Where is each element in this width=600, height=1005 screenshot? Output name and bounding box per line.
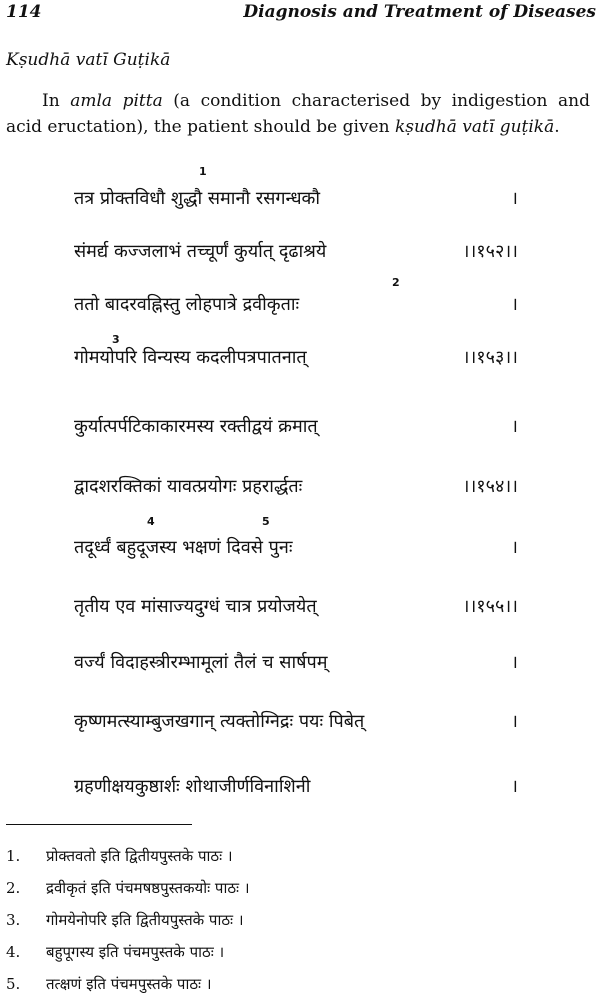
verse-text: कृष्णमत्स्याम्बुजखगान् त्यक्तोग्निद्रः पयः पिबेत् (74, 711, 365, 732)
verse-line (74, 535, 518, 565)
verse-number: ।।१५४।। (462, 476, 518, 497)
footnote (6, 878, 250, 898)
footnote-number: 5. (6, 975, 21, 993)
verse-line (74, 474, 518, 504)
verse-number: । (511, 188, 518, 209)
footnote (6, 974, 212, 994)
verse-number: । (511, 416, 518, 437)
verse-text: द्वादशरक्तिकां यावत्प्रयोगः प्रहरार्द्धतः (74, 476, 303, 497)
verse-number: ।।१५५।। (462, 596, 518, 617)
intro-term: kṣudhā vatī guṭikā (394, 117, 555, 137)
footnote-marker: 4 (147, 515, 155, 528)
section-title: Kṣudhā vatī Guṭikā (6, 50, 171, 70)
verse-text: तृतीय एव मांसाज्यदुग्धं चात्र प्रयोजयेत् (74, 596, 317, 617)
verse-number: । (511, 711, 518, 732)
footnote-marker: 3 (112, 333, 120, 346)
footnote-marker: 2 (392, 276, 400, 289)
footnote-text: द्रवीकृतं इति पंचमषष्ठपुस्तकयोः पाठः । (46, 879, 250, 897)
intro-paragraph (6, 88, 590, 140)
verse-number: ।।१५३।। (462, 347, 518, 368)
verse-text: तत्र प्रोक्तविधौ शुद्धौ समानौ रसगन्धकौ (74, 188, 321, 209)
verse-line (74, 292, 518, 322)
verse-line (74, 414, 518, 444)
footnote (6, 846, 233, 866)
verse-number: । (511, 652, 518, 673)
verse-text: ततो बादरवह्निस्तु लोहपात्रे द्रवीकृताः (74, 294, 300, 315)
page-number: 114 (6, 2, 42, 22)
footnote-text: तत्क्षणं इति पंचमपुस्तके पाठः । (46, 975, 212, 993)
footnote-text: बहुपूगस्य इति पंचमपुस्तके पाठः । (46, 943, 225, 961)
verse-line (74, 650, 518, 680)
verse-text: वर्ज्यं विदाहस्त्रीरम्भामूलां तैलं च सार्षपम् (74, 652, 328, 673)
verse-number: । (511, 294, 518, 315)
verse-text: संमर्द्य कज्जलाभं तच्चूर्णं कुर्यात् दृढाश्रये (74, 241, 327, 262)
intro-text: . (554, 117, 560, 137)
verse-number: । (511, 537, 518, 558)
running-title: Diagnosis and Treatment of Diseases (243, 2, 596, 22)
footnote-divider (6, 824, 192, 825)
verse-line (74, 594, 518, 624)
verse-line (74, 239, 518, 269)
intro-text: In (42, 91, 71, 111)
intro-term: amla pitta (70, 91, 163, 111)
verse-line (74, 709, 518, 739)
verse-number: । (511, 776, 518, 797)
verse-line (74, 774, 518, 804)
verse-text: ग्रहणीक्षयकुष्ठार्शः शोथाजीर्णविनाशिनी (74, 776, 311, 797)
footnote-marker: 5 (262, 515, 270, 528)
page-header (6, 2, 596, 30)
intro-text: (a condition characterised by indigestion and acid eructation), the patient should be given (6, 91, 590, 137)
footnote-text: प्रोक्तवतो इति द्वितीयपुस्तके पाठः । (46, 847, 233, 865)
verse-number: ।।१५२।। (462, 241, 518, 262)
verse-line (74, 186, 518, 216)
footnote-number: 1. (6, 847, 21, 865)
verse-line (74, 345, 518, 375)
verse-text: कुर्यात्पर्पटिकाकारमस्य रक्तीद्वयं क्रमात् (74, 416, 318, 437)
verse-text: गोमयोपरि विन्यस्य कदलीपत्रपातनात् (74, 347, 307, 368)
footnote-marker: 1 (199, 165, 207, 178)
verse-text: तदूर्ध्वं बहुदूजस्य भक्षणं दिवसे पुनः (74, 537, 293, 558)
footnote-text: गोमयेनोपरि इति द्वितीयपुस्तके पाठः । (46, 911, 244, 929)
footnote-number: 4. (6, 943, 21, 961)
footnote-number: 3. (6, 911, 21, 929)
footnote-number: 2. (6, 879, 21, 897)
footnote (6, 942, 224, 962)
footnote (6, 910, 244, 930)
